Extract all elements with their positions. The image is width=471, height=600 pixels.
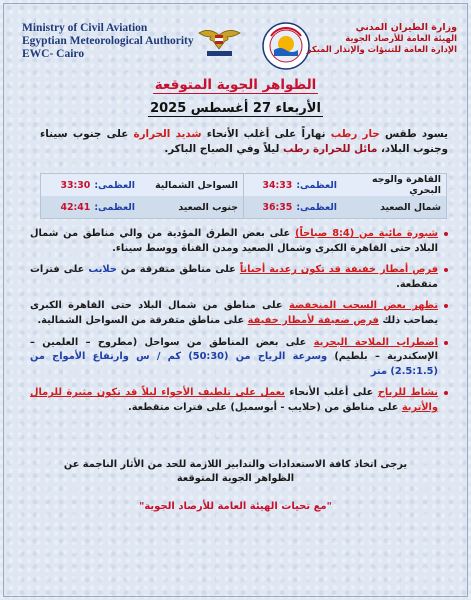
authority-name-arabic [307, 22, 457, 55]
ema-round-seal-icon [262, 22, 310, 70]
authority-name-english [22, 22, 194, 61]
max-temperature-table [40, 173, 447, 219]
region-name: جنوب الصعيد [140, 196, 244, 218]
region-name: شمال الصعيد [380, 201, 441, 213]
forecast-date: الأربعاء 27 أغسطس 2025 [150, 101, 321, 116]
list-item-rain: فرص أمطار خفيفة قد تكون رعدية أحياناً على مناطق متفرقة من حلايب على فترات متقطعة. [30, 263, 448, 292]
advisory-line-1: يرجى اتخاذ كافة الاستعدادات والتدابير اللازمة للحد من الأثار الناجمة عن [63, 459, 408, 470]
list-item-clouds: تظهر بعض السحب المنخفضة على مناطق من شمال البلاد حتى القاهرة الكبرى يصاحب ذلك فرص ضعيفة لأمطار خفيفة على مناطق متفرقة من السواحل الشمالية. [30, 299, 448, 328]
max-temp: العظمى: 42:41 [60, 201, 135, 213]
department-name-ar: الإدارة العامة للتنبؤات والإنذار المبكر [306, 44, 457, 54]
ministry-name-ar: وزارة الطيران المدني [355, 22, 457, 33]
table-row [41, 196, 446, 218]
list-item-fog: شبورة مائية من (8:4 صباحاً) على بعض الطرق المؤدية من والي مناطق من شمال البلاد حتى القاهرة الكبرى وشمال الصعيد ومدن القناة ووسط سيناء. [30, 227, 448, 256]
max-temp: العظمى: 34:33 [262, 179, 337, 191]
region-name: السواحل الشمالية [140, 174, 244, 196]
center-name-en: EWC- Cairo [22, 48, 85, 60]
list-item-marine: اضطراب الملاحة البحرية على بعض المناطق من سواحل (مطروح – العلمين – الإسكندرية – بلطيم) وسرعة الرياح من (50:30) كم / س وارتفاع الأمواج من (2.5:1.5) متر [30, 336, 448, 380]
table-row [41, 174, 446, 196]
advisory-line-2: الظواهر الجوية المتوقعة [176, 473, 295, 484]
max-temp: العظمى: 36:35 [262, 201, 337, 213]
authority-name-en: Egyptian Meteorological Authority [22, 35, 194, 47]
advisory-note [0, 458, 471, 486]
page-title: الظواهر الجوية المتوقعة [154, 77, 317, 93]
region-name: القاهرة والوجه البحري [371, 174, 441, 196]
intro-paragraph: يسود طقس حار رطب نهاراً على أغلب الأنحاء شديد الحرارة على جنوب سيناء وجنوب البلاد، مائل للحرارة رطب ليلاً وفي الصباح الباكر. [40, 128, 449, 155]
authority-name-ar: الهيئة العامة للأرصاد الجوية [345, 33, 457, 43]
header [0, 0, 471, 74]
sign-off: "مع تحيات الهيئة العامة للأرصاد الجوية" [139, 501, 332, 512]
list-item-wind: نشاط للرياح على أغلب الأنحاء يعمل على تلطيف الأجواء ليلاً قد تكون مثيرة للرمال والأتربة على مناطق من (حلايب - أبوسمبل) على فترات متقطعة. [30, 386, 448, 415]
ministry-name-en: Ministry of Civil Aviation [22, 22, 148, 34]
ecaa-eagle-logo-icon [197, 23, 242, 59]
weather-phenomena-list [30, 227, 448, 423]
max-temp: العظمى: 33:30 [60, 179, 135, 191]
